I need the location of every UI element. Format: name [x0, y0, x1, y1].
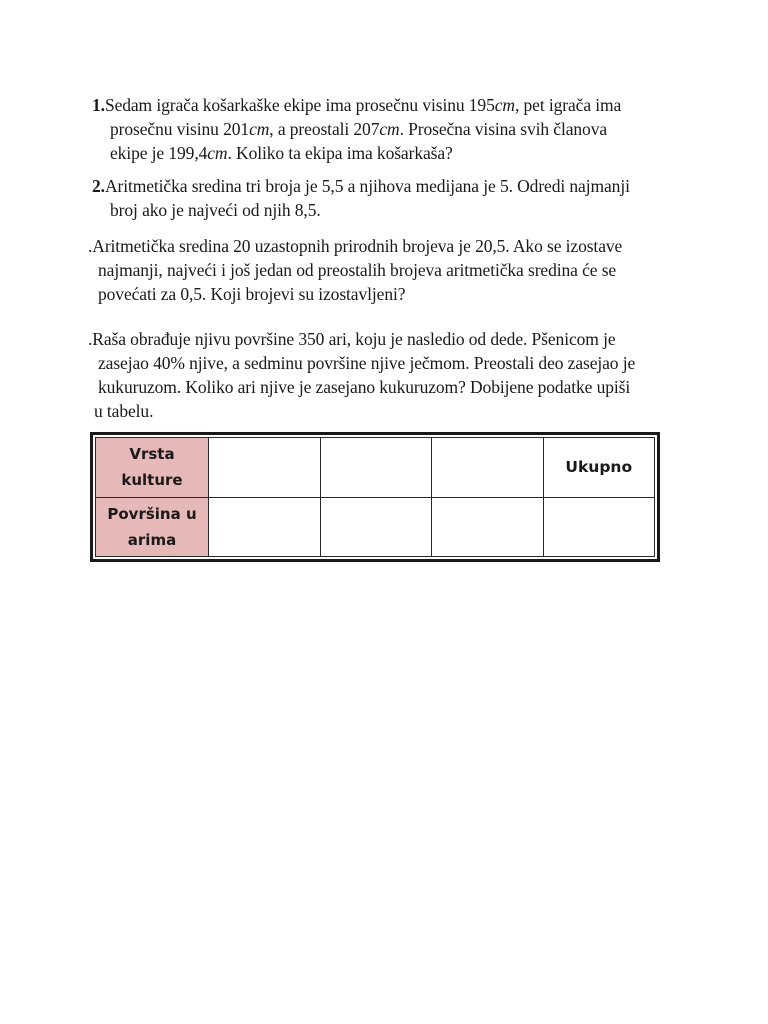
crop-table-frame [90, 432, 660, 562]
problem-1 [92, 93, 621, 165]
problem-1-number: 1. [92, 95, 105, 115]
problem-2-line-2: broj ako je najveći od njih 8,5. [110, 200, 321, 220]
problem-4 [88, 327, 635, 423]
problem-2-line-1: 2.Aritmetička sredina tri broja je 5,5 a njihova medijana je 5. Odredi najmanji [92, 176, 630, 196]
problem-4-line-2: zasejao 40% njive, a sedminu površine njive ječmom. Preostali deo zasejao je [98, 353, 636, 373]
area-cell-total[interactable] [543, 497, 655, 557]
area-cell-2[interactable] [320, 497, 432, 557]
problem-3-line-1: .Aritmetička sredina 20 uzastopnih prirodnih brojeva je 20,5. Ako se izostave [88, 236, 623, 256]
area-cell-3[interactable] [432, 497, 544, 557]
problem-1-line-2: prosečnu visinu 201cm, a preostali 207cm. Prosečna visina svih članova [110, 119, 608, 139]
problem-2-number: 2. [92, 176, 105, 196]
area-cell-1[interactable] [209, 497, 321, 557]
problem-4-line-1: .Raša obrađuje njivu površine 350 ari, koju je nasledio od dede. Pšenicom je [88, 329, 616, 349]
problem-1-line-1: 1.Sedam igrača košarkaške ekipe ima prosečnu visinu 195cm, pet igrača ima [92, 95, 622, 115]
problem-1-line-3: ekipe je 199,4cm. Koliko ta ekipa ima košarkaša? [110, 143, 453, 163]
crop-type-cell-2[interactable] [320, 438, 432, 498]
crop-table [95, 437, 655, 557]
problem-2 [92, 174, 630, 222]
problem-3 [88, 234, 622, 306]
problem-4-line-3: kukuruzom. Koliko ari njive je zasejano kukuruzom? Dobijene podatke upiši [98, 377, 631, 397]
problem-4-line-4: u tabelu. [94, 401, 154, 421]
table-row-area [96, 497, 655, 557]
crop-type-cell-1[interactable] [209, 438, 321, 498]
crop-type-header: Vrsta kulture [96, 438, 209, 498]
problem-4-number: . [88, 329, 93, 349]
crop-type-cell-3[interactable] [432, 438, 544, 498]
area-header: Površina u arima [96, 497, 209, 557]
total-header: Ukupno [543, 438, 655, 498]
problem-3-number: . [88, 236, 93, 256]
table-row-crop-type [96, 438, 655, 498]
problem-3-line-2: najmanji, najveći i još jedan od preostalih brojeva aritmetička sredina će se [98, 260, 617, 280]
problem-3-line-3: povećati za 0,5. Koji brojevi su izostavljeni? [98, 284, 406, 304]
